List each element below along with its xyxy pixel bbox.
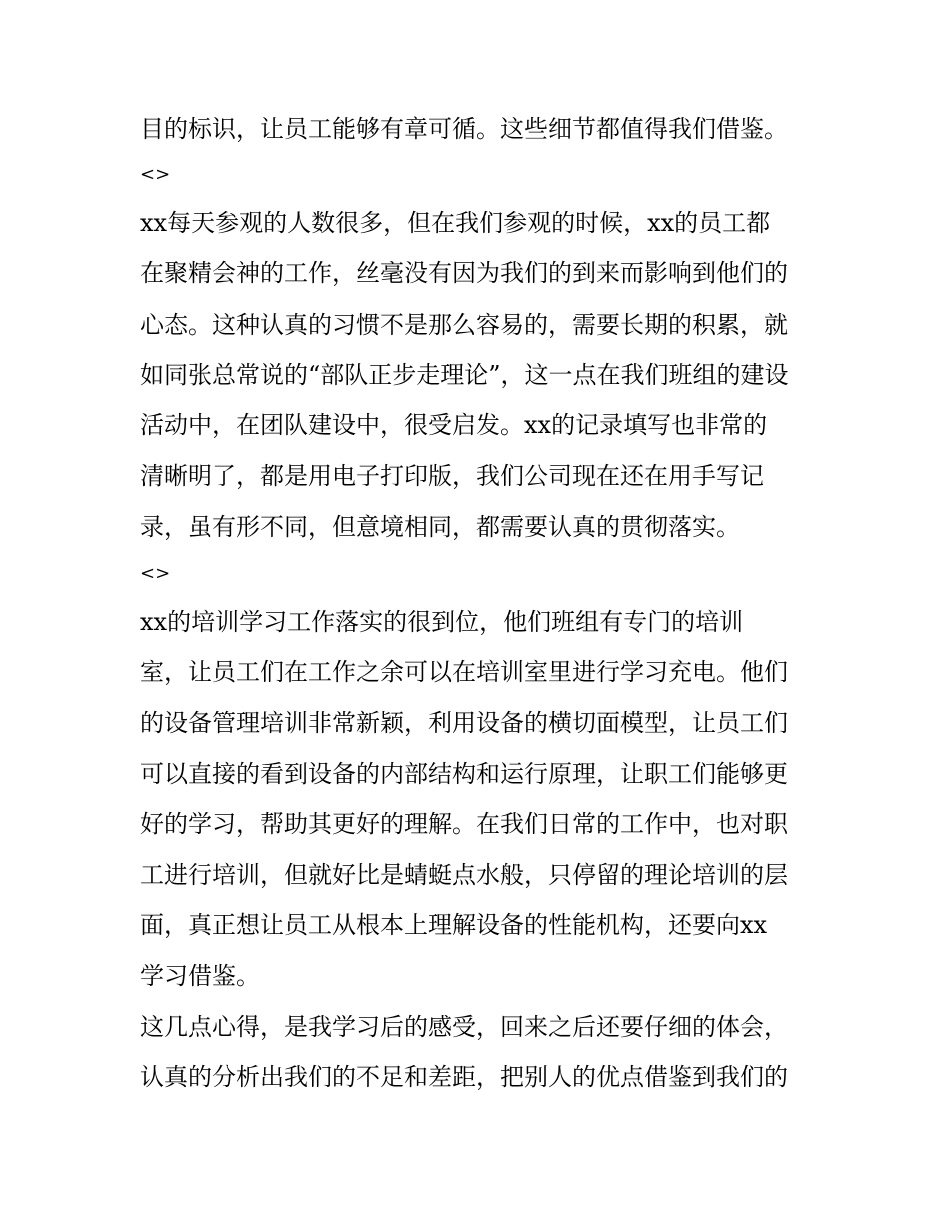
text-line: xx每天参观的人数很多，但在我们参观的时候，xx的员工都 — [140, 209, 771, 237]
text-line: 目的标识，让员工能够有章可循。这些细节都值得我们借鉴。 — [140, 115, 788, 143]
text-line: 学习借鉴。 — [140, 962, 260, 990]
text-line: 好的学习，帮助其更好的理解。在我们日常的工作中，也对职 — [140, 810, 788, 838]
text-line: 室，让员工们在工作之余可以在培训室里进行学习充电。他们 — [140, 658, 788, 686]
text-line: 活动中，在团队建设中，很受启发。xx的记录填写也非常的 — [140, 411, 768, 439]
text-line: 在聚精会神的工作，丝毫没有因为我们的到来而影响到他们的 — [140, 259, 788, 287]
text-line: 可以直接的看到设备的内部结构和运行原理，让职工们能够更 — [140, 760, 788, 788]
text-line: 心态。这种认真的习惯不是那么容易的，需要长期的积累，就 — [140, 311, 788, 339]
text-line: 工进行培训，但就好比是蜻蜓点水般，只停留的理论培训的层 — [140, 861, 788, 889]
text-line: 面，真正想让员工从根本上理解设备的性能机构，还要向xx — [140, 911, 768, 939]
text-line: 录，虽有形不同，但意境相同，都需要认真的贯彻落实。 — [140, 513, 740, 541]
paragraph-marker: <> — [140, 563, 171, 584]
text-line: 如同张总常说的“部队正步走理论”，这一点在我们班组的建设 — [140, 361, 789, 389]
text-line: 清晰明了，都是用电子打印版，我们公司现在还在用手写记 — [140, 462, 764, 490]
text-line: xx的培训学习工作落实的很到位，他们班组有专门的培训 — [140, 608, 744, 636]
text-line: 这几点心得，是我学习后的感受，回来之后还要仔细的体会， — [140, 1013, 788, 1041]
paragraph-marker: <> — [140, 164, 171, 185]
text-line: 认真的分析出我们的不足和差距，把别人的优点借鉴到我们的 — [140, 1063, 788, 1091]
text-line: 的设备管理培训非常新颖，利用设备的横切面模型，让员工们 — [140, 709, 788, 737]
